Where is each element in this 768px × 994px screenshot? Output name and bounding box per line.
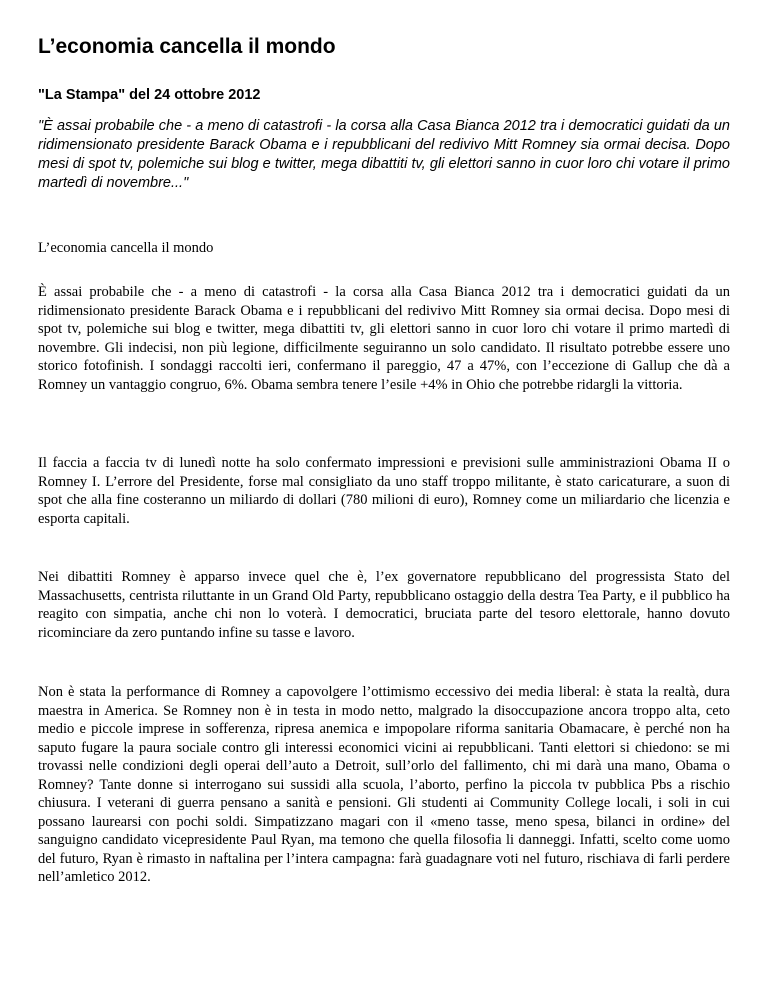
article-paragraph-2: Il faccia a faccia tv di lunedì notte ha solo confermato impressioni e previsioni sulle amministrazioni Obama II o Romney I. L’errore del Presidente, forse mal consigliato da uno staff troppo militante, è stato caricaturare, a suon di spot che alla fine costeranno un miliardo di dollari (780 milioni di euro), Romney come un miliardario che licenzia e esporta capitali.: [38, 455, 730, 527]
article-source: "La Stampa" del 24 ottobre 2012: [38, 87, 261, 103]
article-paragraph-3: Nei dibattiti Romney è apparso invece quel che è, l’ex governatore repubblicano del progressista Stato del Massachusetts, centrista riluttante in un Grand Old Party, repubblicano ostaggio della destra Tea Party, e il pubblico ha reagito con simpatia, anche chi non lo voterà. I democratici, bruciata parte del tesoro elettorale, hanno dovuto ricominciare da zero puntando infine su tasse e lavoro.: [38, 569, 730, 641]
article-abstract: "È assai probabile che - a meno di catastrofi - la corsa alla Casa Bianca 2012 tra i democratici guidati da un ridimensionato presidente Barack Obama e i repubblicani del redivivo Mitt Romney sia ormai decisa. Dopo mesi di spot tv, polemiche sui blog e twitter, mega dibattiti tv, gli elettori sanno in cuor loro chi votare il primo martedì di novembre...": [38, 118, 730, 191]
article-repeat-title: L’economia cancella il mondo: [38, 240, 214, 256]
article-paragraph-1: È assai probabile che - a meno di catastrofi - la corsa alla Casa Bianca 2012 tra i democratici guidati da un ridimensionato presidente Barack Obama e i repubblicani del redivivo Mitt Romney sia ormai decisa. Dopo mesi di spot tv, polemiche sui blog e twitter, mega dibattiti tv, gli elettori sanno in cuor loro chi votare il primo martedì di novembre. Gli indecisi, non più legione, difficilmente seguiranno un solo candidato. Il risultato potrebbe essere uno storico fotofinish. I sondaggi raccolti ieri, confermano il pareggio, 47 a 47%, con l’eccezione di Gallup che dà a Romney un vantaggio congruo, 6%. Obama sembra tenere l’esile +4% in Ohio che potrebbe ridargli la vittoria.: [38, 284, 730, 393]
article-title: L’economia cancella il mondo: [38, 35, 336, 58]
article-paragraph-4: Non è stata la performance di Romney a capovolgere l’ottimismo eccessivo dei media liberal: è stata la realtà, dura maestra in America. Se Romney non è in testa in modo netto, malgrado la disoccupazione ancora troppo alta, ceto medio e piccole imprese in sofferenza, ripresa anemica e impopolare riforma sanitaria Obamacare, è perché non ha saputo fugare la paura sociale contro gli interessi economici vicini ai repubblicani. Tanti elettori si chiedono: se mi trovassi nelle condizioni degli operai dell’auto a Detroit, sull’orlo del fallimento, chi mi darà una mano, Obama o Romney? Tante donne si interrogano sui sussidi alla scuola, l’aborto, perfino la piccola tv pubblica Pbs a rischio chiusura. I veterani di guerra pensano a sanità e pensioni. Gli studenti ai Community College locali, i soli in cui possano laurearsi con pochi soldi. Simpatizzano magari con il «meno tasse, meno spesa, bilanci in ordine» del sanguigno candidato vicepresidente Paul Ryan, ma temono che quella filosofia li danneggi. Infatti, scelto come uomo del futuro, Ryan è rimasto in naftalina per l’intera campagna: farà guadagnare voti nel futuro, rischiava di farli perdere nell’amletico 2012.: [38, 684, 730, 885]
